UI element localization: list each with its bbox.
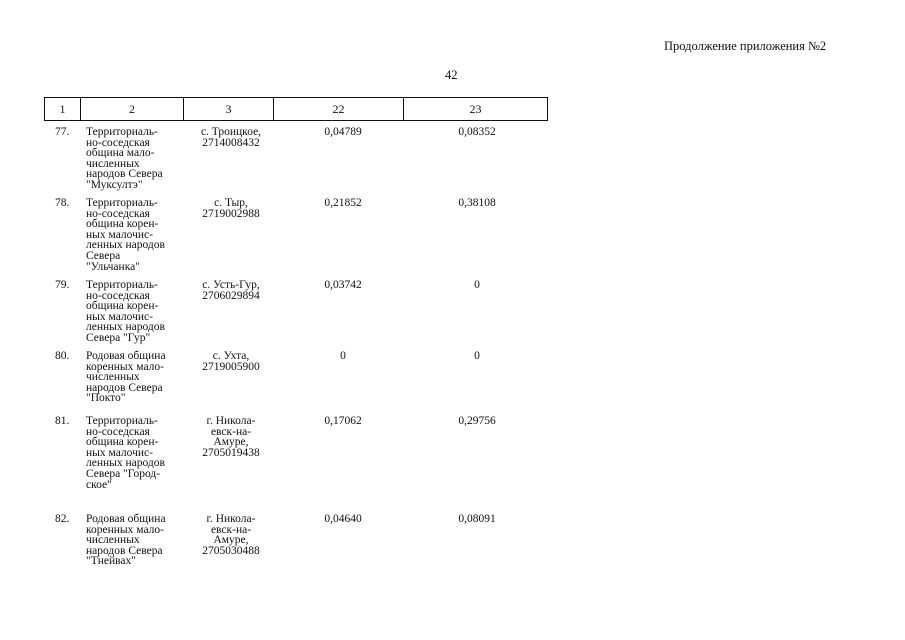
table-row — [44, 127, 547, 198]
value-col-22: 0,04640 — [324, 513, 362, 525]
column-header: 22 — [274, 98, 404, 121]
column-header: 3 — [184, 98, 274, 121]
appendix-label: Продолжение приложения №2 — [664, 39, 827, 53]
community-name: Родовая община коренных мало- численных народов Севера "Покто" — [86, 350, 166, 405]
column-header: 23 — [404, 98, 548, 121]
value-col-22: 0,21852 — [324, 197, 362, 209]
value-col-23: 0,29756 — [458, 415, 496, 427]
location-inn: с. Усть-Гур, 2706029894 — [202, 279, 260, 302]
row-number: 80. — [55, 350, 70, 362]
value-col-23: 0,08091 — [458, 513, 496, 525]
column-header: 1 — [45, 98, 81, 121]
row-number: 77. — [55, 126, 70, 138]
row-number: 78. — [55, 197, 70, 209]
row-number: 81. — [55, 415, 70, 427]
community-name: Территориаль- но-соседская община корен- ных малочис- ленных народов Севера "Город- ское" — [86, 415, 165, 491]
community-name: Территориаль- но-соседская община корен- ных малочис- ленных народов Севера "Ульчанка" — [86, 197, 165, 273]
location-inn: с. Троицкое, 2714008432 — [200, 126, 262, 149]
value-col-22: 0,03742 — [324, 279, 362, 291]
value-col-23: 0 — [474, 350, 480, 362]
page-number: 42 — [445, 68, 458, 82]
value-col-23: 0,38108 — [458, 197, 496, 209]
row-number: 79. — [55, 279, 70, 291]
value-col-23: 0,08352 — [458, 126, 496, 138]
table-body — [44, 127, 547, 584]
row-number: 82. — [55, 513, 70, 525]
community-name: Территориаль- но-соседская община мало- численных народов Севера "Муксултэ" — [86, 126, 163, 191]
location-inn: с. Тыр, 2719002988 — [202, 197, 260, 220]
table-row — [44, 351, 547, 416]
column-header: 2 — [81, 98, 184, 121]
table-row — [44, 280, 547, 351]
value-col-22: 0,17062 — [324, 415, 362, 427]
community-name: Территориаль- но-соседская община корен- ных малочис- ленных народов Севера "Гур" — [86, 279, 165, 344]
community-name: Родовая община коренных мало- численных народов Севера "Тнейвах" — [86, 513, 166, 568]
column-header-row — [45, 98, 548, 121]
table-row — [44, 198, 547, 280]
location-inn: с. Ухта, 2719005900 — [202, 350, 260, 373]
location-inn: г. Никола- евск-на- Амуре, 2705030488 — [202, 513, 260, 557]
table-row — [44, 514, 547, 584]
table-row — [44, 416, 547, 514]
value-col-22: 0,04789 — [324, 126, 362, 138]
value-col-22: 0 — [340, 350, 346, 362]
location-inn: г. Никола- евск-на- Амуре, 2705019438 — [202, 415, 260, 459]
column-header-table — [44, 97, 548, 121]
value-col-23: 0 — [474, 279, 480, 291]
